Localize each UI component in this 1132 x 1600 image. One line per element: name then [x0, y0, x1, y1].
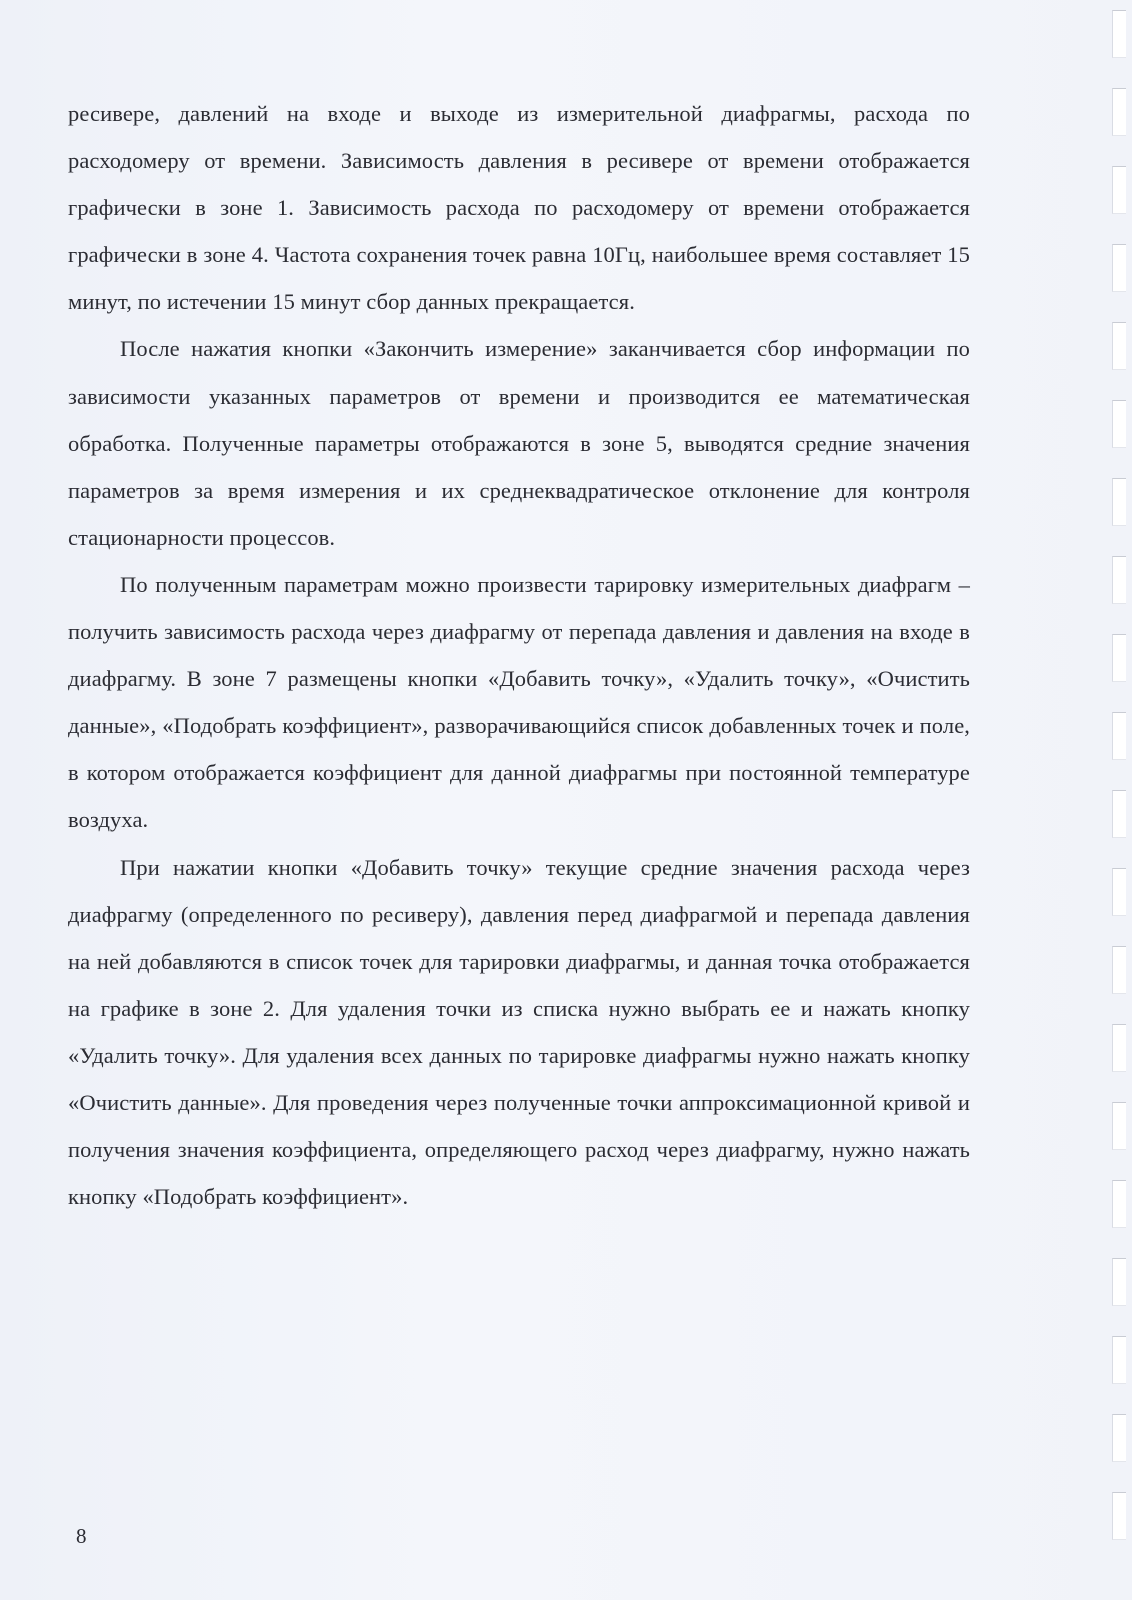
binding-slot: [1112, 1180, 1126, 1228]
binding-slot: [1112, 400, 1126, 448]
body-text: [68, 90, 970, 1220]
binding-slot: [1112, 634, 1126, 682]
binding-slot: [1112, 946, 1126, 994]
binding-strip: [1102, 0, 1132, 1600]
page-number: 8: [76, 1524, 87, 1548]
binding-slot: [1112, 790, 1126, 838]
paragraph-3: По полученным параметрам можно произвести тарировку измерительных диафрагм – получить зависимость расхода через диафрагму от перепада давления и давления на входе в диафрагму. В зоне 7 размещены кнопки «Добавить точку», «Удалить точку», «Очистить данные», «Подобрать коэффициент», разворачивающийся список добавленных точек и поле, в котором отображается коэффициент для данной диафрагмы при постоянной температуре воздуха.: [68, 571, 970, 833]
binding-slot: [1112, 1102, 1126, 1150]
binding-slot: [1112, 556, 1126, 604]
binding-slot: [1112, 88, 1126, 136]
paragraph-4: При нажатии кнопки «Добавить точку» текущие средние значения расхода через диафрагму (определенного по ресиверу), давления перед диафрагмой и перепада давления на ней добавляются в список точек для тарировки диафрагмы, и данная точка отображается на графике в зоне 2. Для удаления точки из списка нужно выбрать ее и нажать кнопку «Удалить точку». Для удаления всех данных по тарировке диафрагмы нужно нажать кнопку «Очистить данные». Для проведения через полученные точки аппроксимационной кривой и получения значения коэффициента, определяющего расход через диафрагму, нужно нажать кнопку «Подобрать коэффициент».: [68, 854, 970, 1210]
binding-slot: [1112, 478, 1126, 526]
paragraph-2: После нажатия кнопки «Закончить измерение» заканчивается сбор информации по зависимости указанных параметров от времени и производится ее математическая обработка. Полученные параметры отображаются в зоне 5, выводятся средние значения параметров за время измерения и их среднеквадратическое отклонение для контроля стационарности процессов.: [68, 336, 970, 550]
binding-slot: [1112, 10, 1126, 58]
binding-slot: [1112, 244, 1126, 292]
binding-slot: [1112, 1414, 1126, 1462]
paragraph-1: ресивере, давлений на входе и выходе из измерительной диафрагмы, расхода по расходомеру от времени. Зависимость давления в ресивере от времени отображается графически в зоне 1. Зависимость расхода по расходомеру от времени отображается графически в зоне 4. Частота сохранения точек равна 10Гц, наибольшее время составляет 15 минут, по истечении 15 минут сбор данных прекращается.: [68, 101, 970, 315]
binding-slot: [1112, 1024, 1126, 1072]
binding-slot: [1112, 1258, 1126, 1306]
binding-slot: [1112, 1336, 1126, 1384]
binding-slot: [1112, 166, 1126, 214]
binding-slot: [1112, 1492, 1126, 1540]
binding-slot: [1112, 322, 1126, 370]
binding-slot: [1112, 712, 1126, 760]
binding-slot: [1112, 868, 1126, 916]
